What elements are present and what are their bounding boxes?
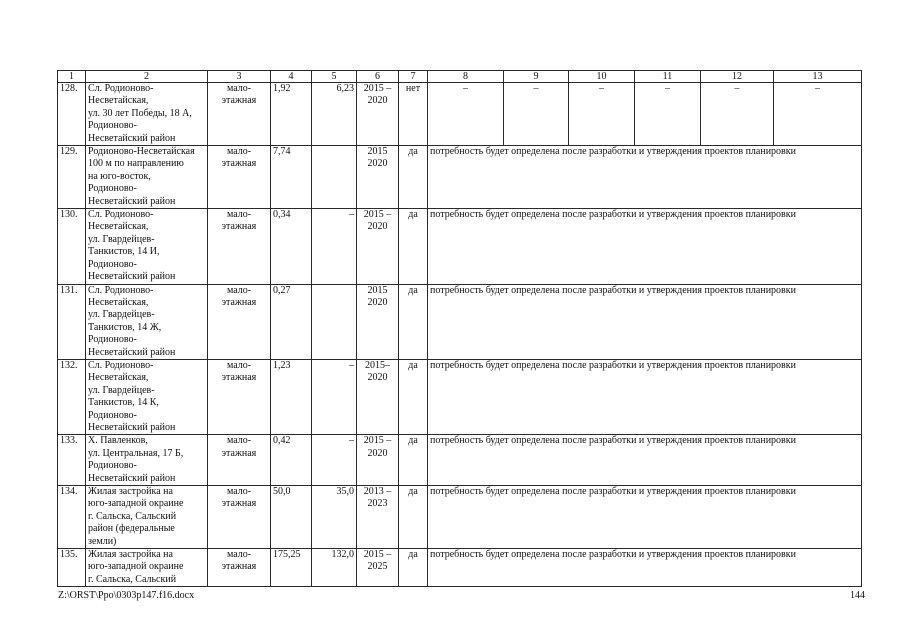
building-type-cell bbox=[208, 209, 271, 284]
cell-line: Родионово- bbox=[88, 409, 137, 421]
row-number: 134. bbox=[58, 486, 86, 549]
cell-line: Родионово-Несветайская bbox=[88, 146, 195, 158]
note-cell: потребность будет определена после разработки и утверждения проектов планировки bbox=[428, 486, 862, 549]
cell-line: ул. Гвардейцев- bbox=[88, 233, 155, 245]
cell-line: Жилая застройка на bbox=[88, 549, 173, 561]
flag-cell: нет bbox=[399, 83, 428, 146]
cell-line: этажная bbox=[221, 498, 257, 510]
flag-cell: да bbox=[399, 209, 428, 284]
cell-line: Танкистов, 14 К, bbox=[88, 397, 159, 409]
cell-line: ул. 30 лет Победы, 18 А, bbox=[88, 107, 192, 119]
cell-line: мало- bbox=[226, 359, 252, 371]
cell-line: Сл. Родионово- bbox=[88, 83, 154, 94]
flag-cell: да bbox=[399, 146, 428, 209]
cell-line: 2015– bbox=[365, 359, 390, 371]
row-number: 130. bbox=[58, 209, 86, 284]
area-cell: 7,74 bbox=[271, 146, 312, 209]
row-number: 131. bbox=[58, 284, 86, 359]
note-cell: потребность будет определена после разработки и утверждения проектов планировки bbox=[428, 359, 862, 434]
building-type-cell bbox=[208, 359, 271, 434]
value-cell: 6,23 bbox=[312, 83, 357, 146]
cell-line: этажная bbox=[221, 447, 257, 459]
address-cell bbox=[86, 486, 208, 549]
cell-line: Несветайская, bbox=[88, 221, 149, 233]
cell-line: 2015 bbox=[367, 146, 388, 158]
note-cell: потребность будет определена после разработки и утверждения проектов планировки bbox=[428, 549, 862, 587]
cell-line: 2020 bbox=[367, 221, 388, 233]
value-cell: 132,0 bbox=[312, 549, 357, 587]
cell-line: г. Сальска, Сальский bbox=[88, 573, 177, 585]
cell-line: 2020 bbox=[367, 296, 388, 308]
cell-line: 2015 – bbox=[363, 83, 392, 94]
cell-line: этажная bbox=[221, 95, 257, 107]
column-number-header: 6 bbox=[357, 71, 399, 83]
row-number: 132. bbox=[58, 359, 86, 434]
table-row bbox=[58, 486, 862, 549]
row-number: 128. bbox=[58, 83, 86, 146]
column-number-header: 13 bbox=[774, 71, 862, 83]
cell-line: 2020 bbox=[367, 447, 388, 459]
cell-line: 2020 bbox=[367, 158, 388, 170]
table-row bbox=[58, 146, 862, 209]
cell-line: Несветайская, bbox=[88, 95, 149, 107]
area-cell: 0,27 bbox=[271, 284, 312, 359]
cell-line: Сл. Родионово- bbox=[88, 359, 154, 371]
row-number: 135. bbox=[58, 549, 86, 587]
building-type-cell bbox=[208, 146, 271, 209]
table-row bbox=[58, 209, 862, 284]
cell-line: Сл. Родионово- bbox=[88, 209, 154, 221]
area-cell: 1,23 bbox=[271, 359, 312, 434]
area-cell: 0,34 bbox=[271, 209, 312, 284]
row-number: 133. bbox=[58, 435, 86, 486]
building-type-cell bbox=[208, 549, 271, 587]
period-cell bbox=[357, 209, 399, 284]
cell-line: 2020 bbox=[367, 95, 388, 107]
dash-cell: – bbox=[774, 83, 862, 146]
address-cell bbox=[86, 284, 208, 359]
cell-line: Несветайский район bbox=[88, 132, 176, 144]
table-row bbox=[58, 284, 862, 359]
cell-line: 2023 bbox=[367, 498, 388, 510]
area-cell: 50,0 bbox=[271, 486, 312, 549]
period-cell bbox=[357, 549, 399, 587]
address-cell bbox=[86, 435, 208, 486]
building-type-cell bbox=[208, 284, 271, 359]
flag-cell: да bbox=[399, 359, 428, 434]
cell-line: Родионово- bbox=[88, 258, 137, 270]
flag-cell: да bbox=[399, 486, 428, 549]
cell-line: этажная bbox=[221, 561, 257, 573]
cell-line: ул. Гвардейцев- bbox=[88, 309, 155, 321]
period-cell bbox=[357, 359, 399, 434]
cell-line: Родионово- bbox=[88, 460, 137, 472]
dash-cell: – bbox=[635, 83, 701, 146]
cell-line: 100 м по направлению bbox=[88, 158, 184, 170]
cell-line: Несветайский район bbox=[88, 346, 176, 358]
cell-line: мало- bbox=[226, 486, 252, 497]
cell-line: этажная bbox=[221, 372, 257, 384]
area-cell: 1,92 bbox=[271, 83, 312, 146]
cell-line: земли) bbox=[88, 535, 117, 547]
address-cell bbox=[86, 209, 208, 284]
value-cell bbox=[312, 284, 357, 359]
value-cell: – bbox=[312, 359, 357, 434]
flag-cell: да bbox=[399, 284, 428, 359]
note-cell: потребность будет определена после разработки и утверждения проектов планировки bbox=[428, 435, 862, 486]
period-cell bbox=[357, 146, 399, 209]
column-number-header: 12 bbox=[701, 71, 774, 83]
cell-line: г. Сальска, Сальский bbox=[88, 510, 177, 522]
cell-line: 2020 bbox=[367, 372, 388, 384]
cell-line: мало- bbox=[226, 209, 252, 221]
cell-line: 2013 – bbox=[363, 486, 392, 497]
column-number-header: 5 bbox=[312, 71, 357, 83]
address-cell bbox=[86, 359, 208, 434]
column-number-header: 10 bbox=[569, 71, 635, 83]
period-cell bbox=[357, 486, 399, 549]
header-row bbox=[58, 71, 862, 83]
cell-line: 2015 bbox=[367, 284, 388, 296]
period-cell bbox=[357, 435, 399, 486]
cell-line: юго-западной окраине bbox=[88, 561, 184, 573]
column-number-header: 8 bbox=[428, 71, 504, 83]
table-body bbox=[58, 71, 862, 587]
cell-line: Несветайский район bbox=[88, 271, 176, 283]
address-cell bbox=[86, 549, 208, 587]
cell-line: на юго-восток, bbox=[88, 170, 151, 182]
cell-line: мало- bbox=[226, 435, 252, 447]
building-type-cell bbox=[208, 83, 271, 146]
flag-cell: да bbox=[399, 435, 428, 486]
dash-cell: – bbox=[428, 83, 504, 146]
dash-cell: – bbox=[569, 83, 635, 146]
building-type-cell bbox=[208, 435, 271, 486]
building-type-cell bbox=[208, 486, 271, 549]
column-number-header: 4 bbox=[271, 71, 312, 83]
cell-line: Несветайский район bbox=[88, 421, 176, 433]
cell-line: 2015 – bbox=[363, 209, 392, 221]
cell-line: Родионово- bbox=[88, 334, 137, 346]
value-cell: 35,0 bbox=[312, 486, 357, 549]
cell-line: юго-западной окраине bbox=[88, 498, 184, 510]
area-cell: 175,25 bbox=[271, 549, 312, 587]
note-cell: потребность будет определена после разработки и утверждения проектов планировки bbox=[428, 284, 862, 359]
table-row bbox=[58, 549, 862, 587]
cell-line: Несветайская, bbox=[88, 296, 149, 308]
cell-line: 2015 – bbox=[363, 435, 392, 447]
cell-line: Сл. Родионово- bbox=[88, 284, 154, 296]
value-cell: – bbox=[312, 435, 357, 486]
cell-line: Танкистов, 14 Ж, bbox=[88, 321, 162, 333]
table-row bbox=[58, 435, 862, 486]
address-cell bbox=[86, 146, 208, 209]
cell-line: Жилая застройка на bbox=[88, 486, 173, 497]
cell-line: 2025 bbox=[367, 561, 388, 573]
cell-line: мало- bbox=[226, 549, 252, 561]
data-table bbox=[57, 70, 862, 587]
page-number: 144 bbox=[850, 590, 865, 601]
dash-cell: – bbox=[701, 83, 774, 146]
cell-line: этажная bbox=[221, 221, 257, 233]
column-number-header: 7 bbox=[399, 71, 428, 83]
period-cell bbox=[357, 284, 399, 359]
dash-cell: – bbox=[504, 83, 569, 146]
period-cell bbox=[357, 83, 399, 146]
flag-cell: да bbox=[399, 549, 428, 587]
cell-line: этажная bbox=[221, 296, 257, 308]
cell-line: ул. Центральная, 17 Б, bbox=[88, 447, 184, 459]
cell-line: Несветайский район bbox=[88, 472, 176, 484]
cell-line: Родионово- bbox=[88, 183, 137, 195]
column-number-header: 3 bbox=[208, 71, 271, 83]
note-cell: потребность будет определена после разработки и утверждения проектов планировки bbox=[428, 209, 862, 284]
row-number: 129. bbox=[58, 146, 86, 209]
cell-line: этажная bbox=[221, 158, 257, 170]
table-row bbox=[58, 83, 862, 146]
value-cell: – bbox=[312, 209, 357, 284]
cell-line: Родионово- bbox=[88, 120, 137, 132]
cell-line: Х. Павленков, bbox=[88, 435, 148, 447]
cell-line: мало- bbox=[226, 83, 252, 94]
cell-line: 2015 – bbox=[363, 549, 392, 561]
column-number-header: 1 bbox=[58, 71, 86, 83]
cell-line: мало- bbox=[226, 146, 252, 158]
cell-line: мало- bbox=[226, 284, 252, 296]
cell-line: район (федеральные bbox=[88, 523, 175, 535]
column-number-header: 9 bbox=[504, 71, 569, 83]
note-cell: потребность будет определена после разработки и утверждения проектов планировки bbox=[428, 146, 862, 209]
area-cell: 0,42 bbox=[271, 435, 312, 486]
column-number-header: 2 bbox=[86, 71, 208, 83]
column-number-header: 11 bbox=[635, 71, 701, 83]
cell-line: ул. Гвардейцев- bbox=[88, 384, 155, 396]
cell-line: Танкистов, 14 И, bbox=[88, 246, 160, 258]
cell-line: Несветайский район bbox=[88, 195, 176, 207]
footer-file-path: Z:\ORST\Ppo\0303p147.f16.docx bbox=[58, 590, 195, 601]
value-cell bbox=[312, 146, 357, 209]
cell-line: Несветайская, bbox=[88, 372, 149, 384]
table-row bbox=[58, 359, 862, 434]
address-cell bbox=[86, 83, 208, 146]
